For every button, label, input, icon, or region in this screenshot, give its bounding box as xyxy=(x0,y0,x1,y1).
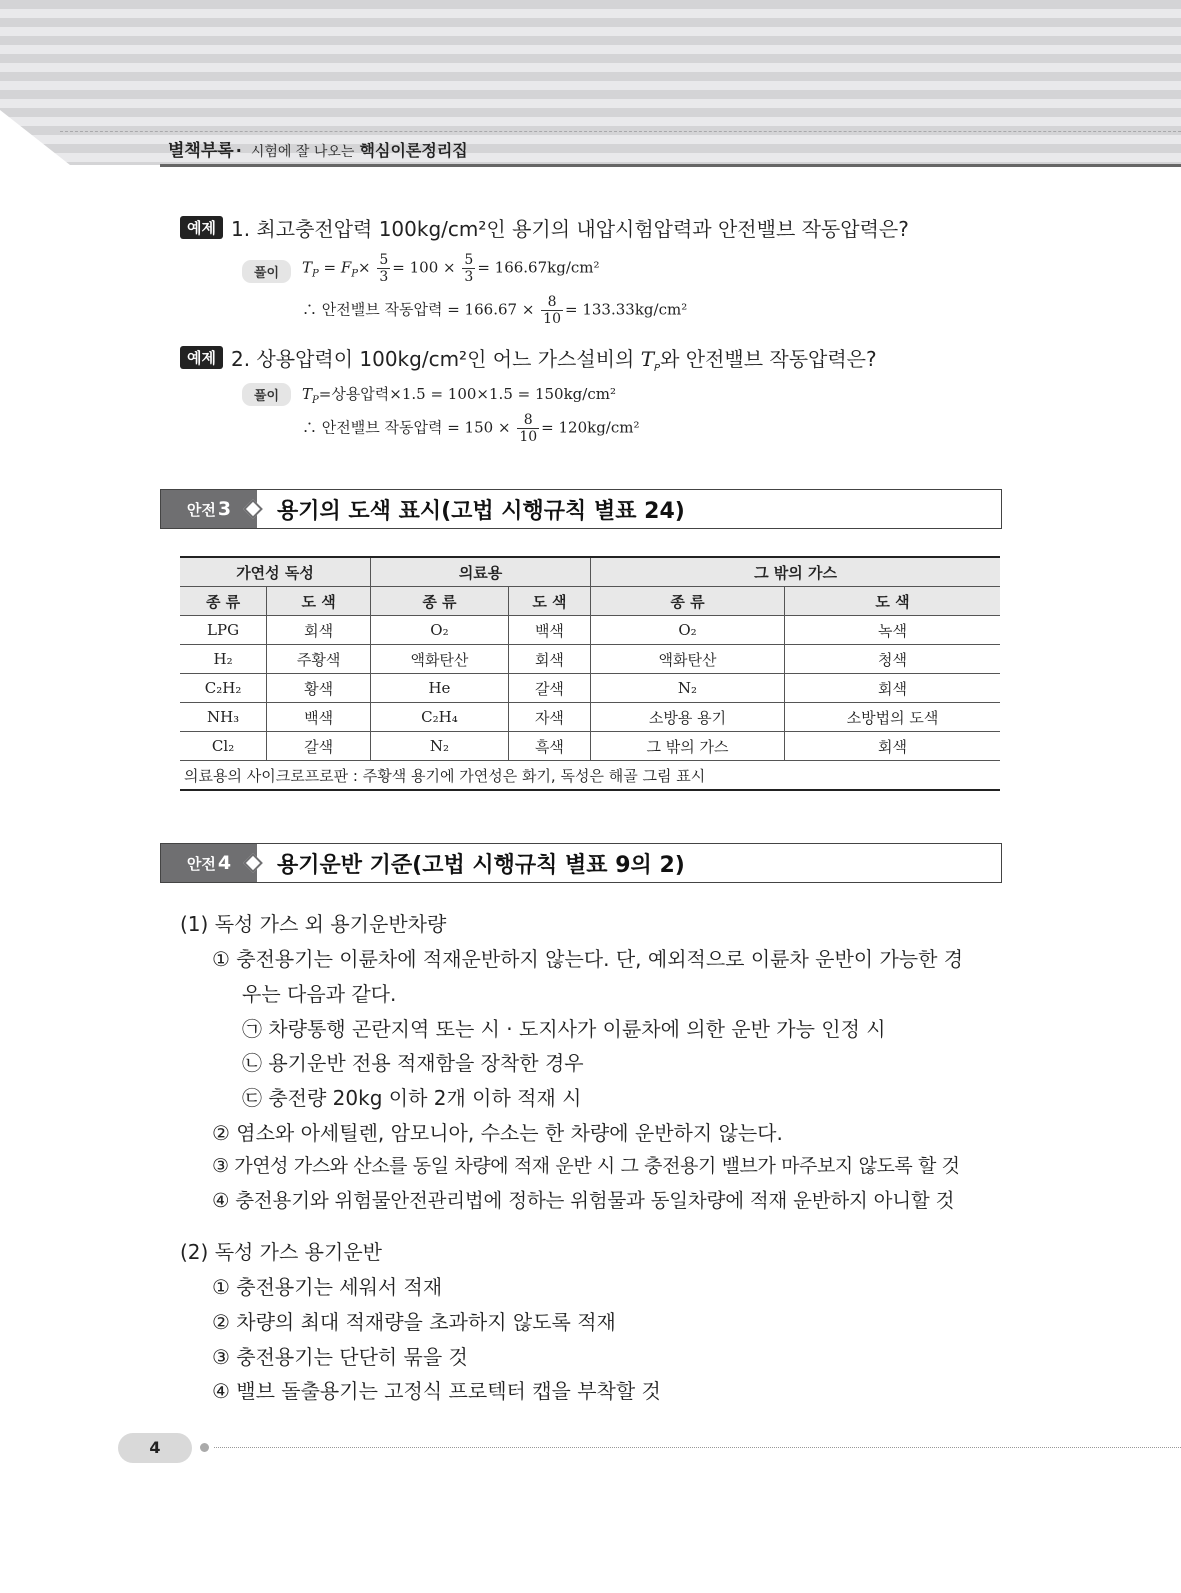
sub-list-item: ㉡ 용기운반 전용 적재함을 장착한 경우 xyxy=(242,1051,584,1075)
column-header: 도 색 xyxy=(508,587,590,616)
fraction: $\frac{8}{10}$ xyxy=(519,412,538,445)
sub-list-item: ㉠ 차량통행 곤란지역 또는 시 · 도지사가 이륜차에 의한 운반 가능 인정 시 xyxy=(242,1017,886,1041)
example-question: 1. 최고충전압력 100kg/cm²인 용기의 내압시험압력과 안전밸브 작동압력은? xyxy=(230,217,909,241)
column-header: 도 색 xyxy=(267,587,371,616)
table-row: LPG 회색 O₂ 백색 O₂ 녹색 xyxy=(180,616,1000,645)
table-row: Cl₂ 갈색 N₂ 흑색 그 밖의 가스 회색 xyxy=(180,732,1000,761)
page-number: 4 xyxy=(118,1433,192,1463)
group-header: 그 밖의 가스 xyxy=(591,557,1000,587)
header-title: 핵심이론정리집 xyxy=(359,141,468,160)
fraction: $\frac{8}{10}$ xyxy=(543,294,561,327)
subheading-2: (2) 독성 가스 용기운반 xyxy=(180,1240,382,1264)
table-row: H₂ 주황색 액화탄산 회색 액화탄산 청색 xyxy=(180,645,1000,674)
group-header: 의료용 xyxy=(371,557,591,587)
column-header: 종 류 xyxy=(180,587,267,616)
solution-2-line-2: ∴ 안전밸브 작동압력 = 150 × $\frac{8}{10}$ = 120kg/cm² xyxy=(302,412,640,445)
footer-dot xyxy=(200,1443,209,1452)
list-item: ④ 충전용기와 위험물안전관리법에 정하는 위험물과 동일차량에 적재 운반하지 아니할 것 xyxy=(212,1189,955,1212)
solution-badge: 풀이 xyxy=(242,383,291,406)
solution-badge: 풀이 xyxy=(242,260,291,283)
section-tag: 안전 3 xyxy=(161,490,257,528)
solution-2-line-1: $T_P=$상용압력×1.5 = 100×1.5 = 150kg/cm² xyxy=(302,385,616,406)
solution-1-line-1: $T_P = F_P\times$ $\frac{5}{3}$ = 100 × $\frac{5}{3}$ = 166.67kg/cm² xyxy=(302,252,600,285)
list-item: ① 충전용기는 이륜차에 적재운반하지 않는다. 단, 예외적으로 이륜차 운반이 가능한 경 xyxy=(212,947,964,971)
header-dashed-rule xyxy=(60,131,1181,132)
list-item: ② 차량의 최대 적재량을 초과하지 않도록 적재 xyxy=(212,1310,616,1334)
table-row: C₂H₂ 황색 He 갈색 N₂ 회색 xyxy=(180,674,1000,703)
cylinder-color-table xyxy=(180,556,1000,791)
table-row: NH₃ 백색 C₂H₄ 자색 소방용 용기 소방법의 도색 xyxy=(180,703,1000,732)
solution-1-line-2: ∴ 안전밸브 작동압력 = 166.67 × $\frac{8}{10}$ = 133.33kg/cm² xyxy=(302,294,688,327)
list-item: ① 충전용기는 세워서 적재 xyxy=(212,1275,443,1299)
header-dot: · xyxy=(235,141,242,160)
list-item: ③ 충전용기는 단단히 묶을 것 xyxy=(212,1345,468,1369)
list-item: ② 염소와 아세틸렌, 암모니아, 수소는 한 차량에 운반하지 않는다. xyxy=(212,1121,783,1145)
footer-rule xyxy=(214,1447,1181,1448)
header-rule xyxy=(160,164,1181,167)
column-header: 종 류 xyxy=(371,587,509,616)
section-4-heading xyxy=(160,843,1002,883)
table-note: 의료용의 사이크로프로판 : 주황색 용기에 가연성은 화기, 독성은 해골 그림 표시 xyxy=(180,761,1000,791)
fraction: $\frac{5}{3}$ xyxy=(379,252,389,285)
subheading-1: (1) 독성 가스 외 용기운반차량 xyxy=(180,912,447,936)
column-header: 종 류 xyxy=(591,587,785,616)
section-3-heading xyxy=(160,489,1002,529)
group-header: 가연성 독성 xyxy=(180,557,371,587)
example-badge: 예제 xyxy=(180,346,223,369)
fraction: $\frac{5}{3}$ xyxy=(464,252,474,285)
column-header: 도 색 xyxy=(784,587,1000,616)
running-header xyxy=(168,136,468,161)
list-item: ③ 가연성 가스와 산소를 동일 차량에 적재 운반 시 그 충전용기 밸브가 마주보지 않도록 할 것 xyxy=(212,1155,960,1177)
section-tag: 안전 4 xyxy=(161,844,257,882)
header-book-part: 별책부록 xyxy=(168,141,234,161)
example-badge: 예제 xyxy=(180,216,223,239)
list-item: ④ 밸브 돌출용기는 고정식 프로텍터 캡을 부착할 것 xyxy=(212,1379,661,1403)
example-question: 2. 상용압력이 100kg/cm²인 어느 가스설비의 $T_P$와 안전밸브 작동압력은? xyxy=(230,347,877,374)
section-title: 용기운반 기준(고법 시행규칙 별표 9의 2) xyxy=(277,853,685,878)
header-subtitle: 시험에 잘 나오는 xyxy=(250,144,355,160)
sub-list-item: ㉢ 충전량 20kg 이하 2개 이하 적재 시 xyxy=(242,1086,582,1110)
section-title: 용기의 도색 표시(고법 시행규칙 별표 24) xyxy=(277,499,685,524)
list-item-continued: 우는 다음과 같다. xyxy=(242,982,397,1006)
example-1 xyxy=(180,213,909,242)
example-2 xyxy=(180,343,877,374)
table-note-row xyxy=(180,761,1000,791)
